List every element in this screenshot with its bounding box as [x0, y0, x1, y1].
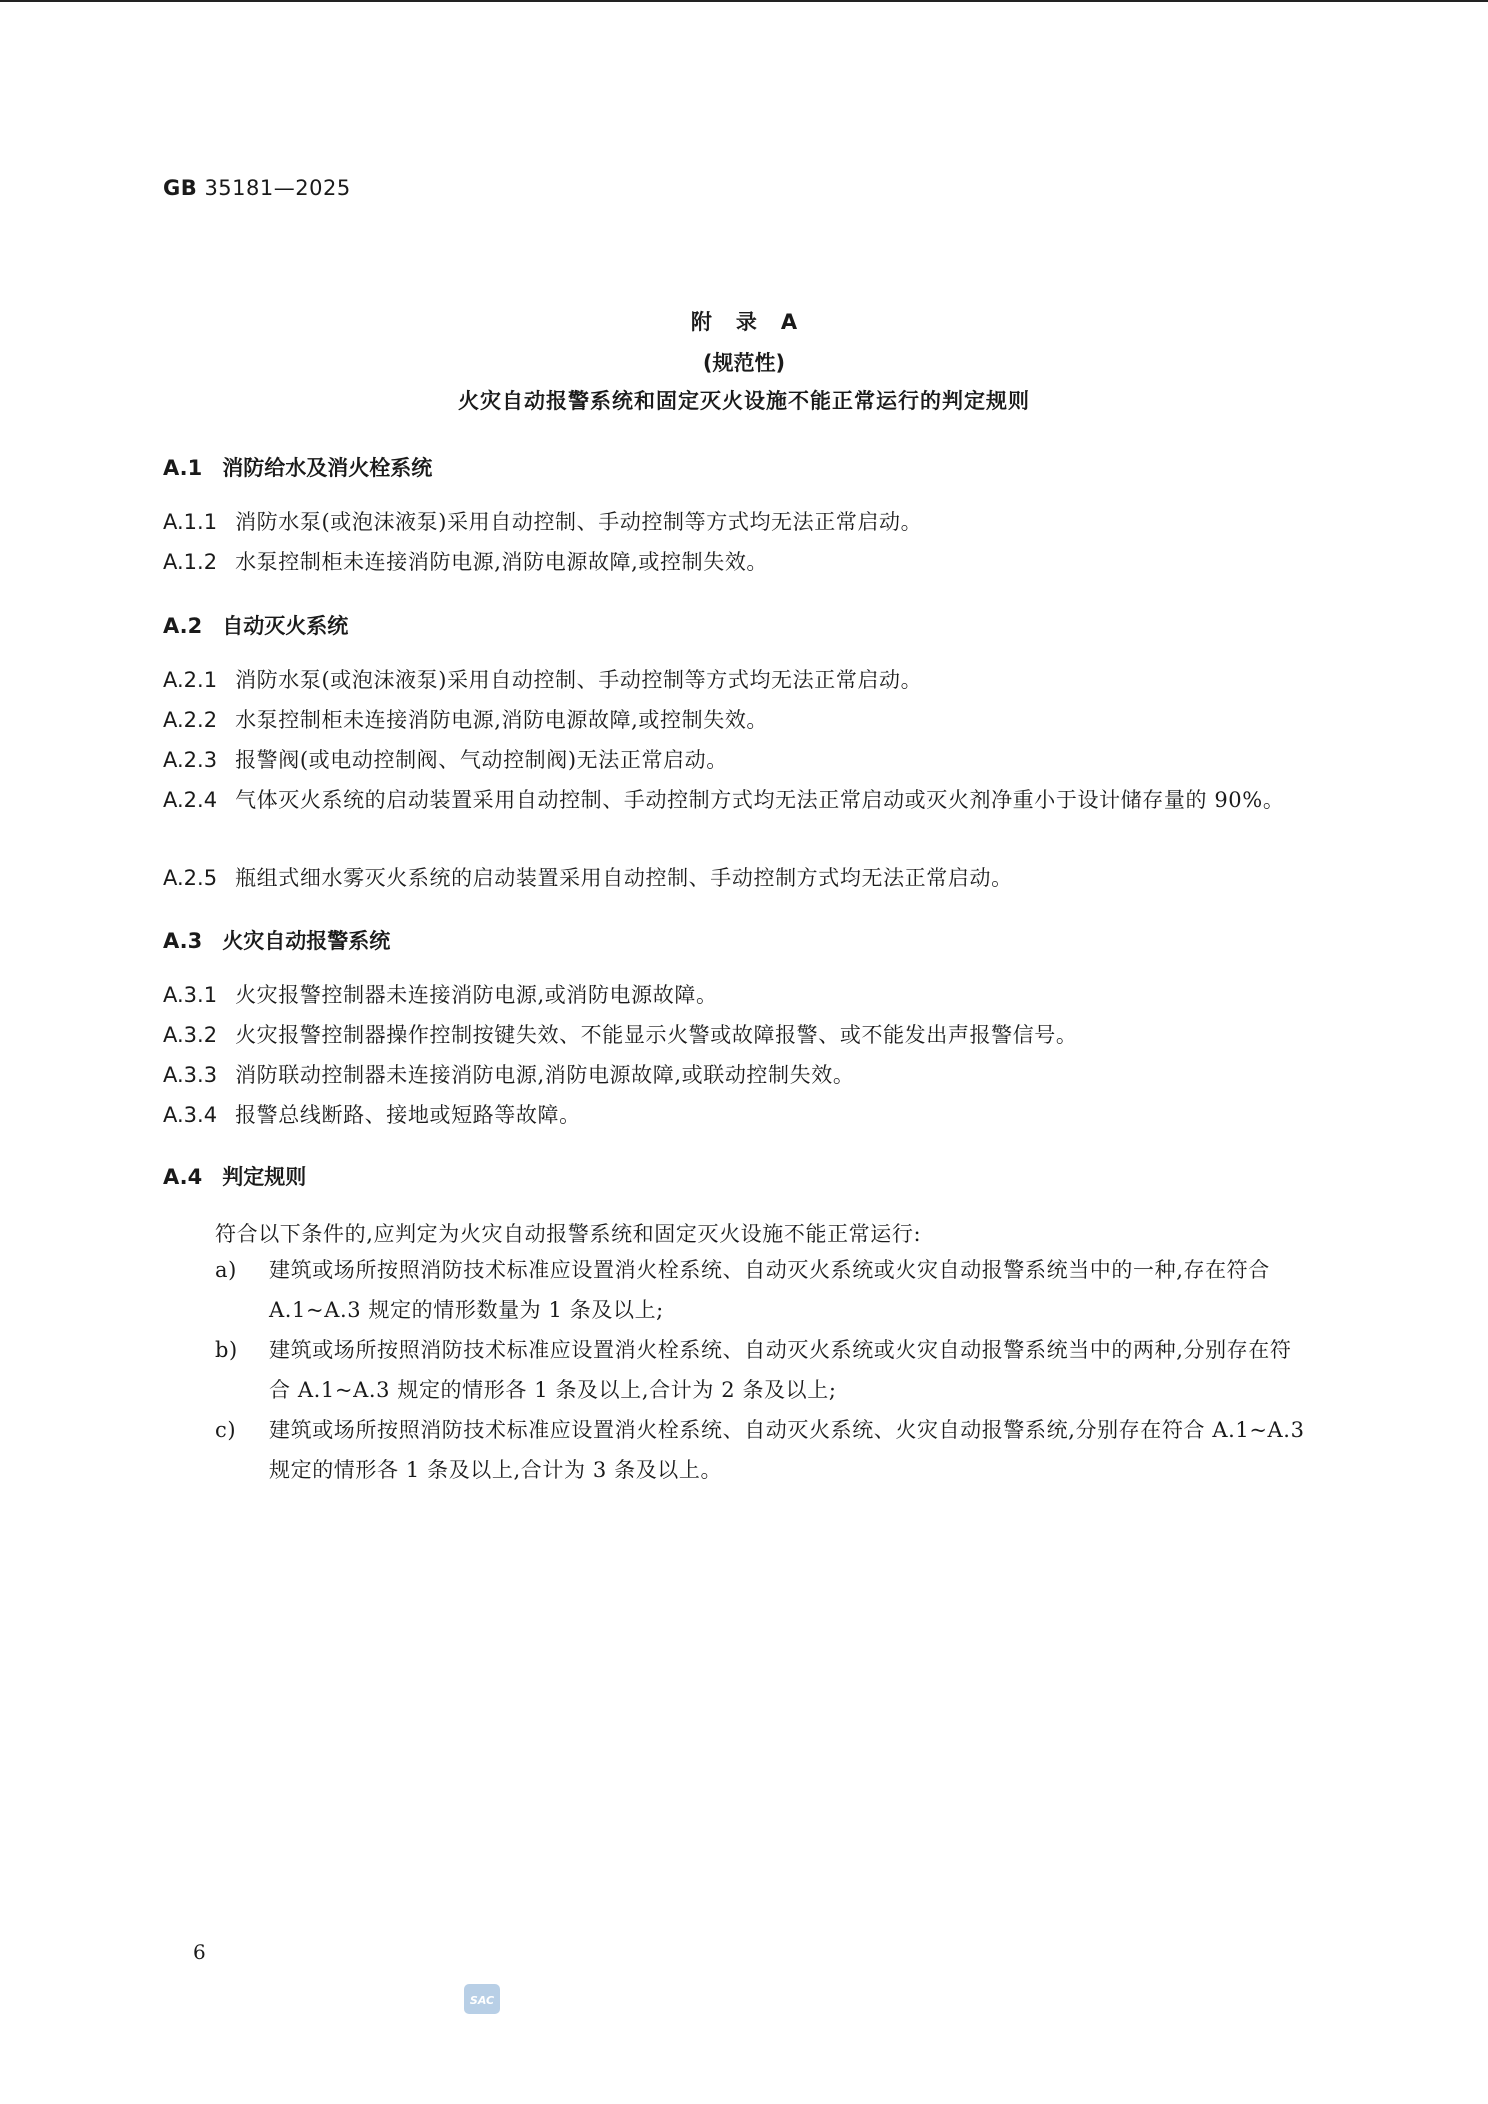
clause-a2-4	[163, 781, 1311, 820]
appendix-heading	[0, 306, 1488, 336]
sac-logo-text: SAC	[469, 1994, 495, 2007]
clause-text: 水泵控制柜未连接消防电源,消防电源故障,或控制失效。	[235, 708, 769, 732]
clause-text: 水泵控制柜未连接消防电源,消防电源故障,或控制失效。	[235, 550, 769, 574]
section-number: A.1	[163, 456, 203, 480]
clause-a2-3	[163, 741, 1311, 780]
clause-text: 消防联动控制器未连接消防电源,消防电源故障,或联动控制失效。	[235, 1063, 855, 1087]
clause-number: A.3.2	[163, 1023, 218, 1047]
clause-a2-1	[163, 661, 1311, 700]
appendix-word: 附	[690, 310, 712, 334]
clause-a3-3	[163, 1056, 1311, 1095]
clause-text: 报警阀(或电动控制阀、气动控制阀)无法正常启动。	[235, 748, 728, 772]
clause-number: A.3.1	[163, 983, 218, 1007]
appendix-title: 火灾自动报警系统和固定灭火设施不能正常运行的判定规则	[458, 389, 1030, 413]
list-item-c	[215, 1410, 1311, 1490]
section-title: 判定规则	[222, 1165, 307, 1189]
header-prefix: GB	[163, 176, 198, 200]
clause-number: A.2.1	[163, 668, 218, 692]
appendix-word2: 录	[735, 310, 757, 334]
clause-a3-4	[163, 1096, 1311, 1135]
section-title: 火灾自动报警系统	[222, 929, 391, 953]
clause-a3-2	[163, 1016, 1311, 1055]
clause-number: A.3.3	[163, 1063, 218, 1087]
section-title: 自动灭火系统	[222, 614, 349, 638]
sac-logo-icon	[462, 1982, 502, 2016]
appendix-letter: A	[780, 310, 798, 334]
clause-text: 火灾报警控制器未连接消防电源,或消防电源故障。	[235, 983, 718, 1007]
section-a1-heading	[163, 452, 432, 482]
list-label: b)	[215, 1338, 238, 1362]
list-item-b	[215, 1330, 1311, 1410]
section-title: 消防给水及消火栓系统	[222, 456, 433, 480]
clause-text: 气体灭火系统的启动装置采用自动控制、手动控制方式均无法正常启动或灭火剂净重小于设计储存量的 90%。	[235, 788, 1285, 812]
clause-text: 报警总线断路、接地或短路等故障。	[235, 1103, 581, 1127]
clause-number: A.2.4	[163, 788, 218, 812]
clause-number: A.3.4	[163, 1103, 218, 1127]
section-number: A.2	[163, 614, 203, 638]
appendix-nature: (规范性)	[702, 351, 786, 375]
section-number: A.4	[163, 1165, 203, 1189]
list-label: c)	[215, 1418, 237, 1442]
clause-number: A.2.2	[163, 708, 218, 732]
clause-number: A.1.2	[163, 550, 218, 574]
page-number: 6	[193, 1940, 206, 1964]
section-number: A.3	[163, 929, 203, 953]
header-code: 35181—2025	[204, 176, 351, 200]
list-item-a	[215, 1250, 1311, 1330]
clause-text: 瓶组式细水雾灭火系统的启动装置采用自动控制、手动控制方式均无法正常启动。	[235, 866, 1013, 890]
clause-number: A.2.5	[163, 866, 218, 890]
clause-a3-1	[163, 976, 1311, 1015]
clause-number: A.2.3	[163, 748, 218, 772]
section-a3-heading	[163, 925, 390, 955]
clause-a2-5	[163, 859, 1311, 898]
clause-text: 火灾报警控制器操作控制按键失效、不能显示火警或故障报警、或不能发出声报警信号。	[235, 1023, 1078, 1047]
list-text: 建筑或场所按照消防技术标准应设置消火栓系统、自动灭火系统、火灾自动报警系统,分别存在符合 A.1~A.3 规定的情形各 1 条及以上,合计为 3 条及以上。	[269, 1418, 1305, 1482]
clause-a1-1	[163, 503, 1311, 542]
clause-a2-2	[163, 701, 1311, 740]
clause-number: A.1.1	[163, 510, 218, 534]
top-border-line	[0, 0, 1488, 2]
clause-a1-2	[163, 543, 1311, 582]
list-text: 建筑或场所按照消防技术标准应设置消火栓系统、自动灭火系统或火灾自动报警系统当中的一种,存在符合 A.1~A.3 规定的情形数量为 1 条及以上;	[269, 1258, 1270, 1322]
clause-text: 消防水泵(或泡沫液泵)采用自动控制、手动控制等方式均无法正常启动。	[235, 510, 923, 534]
list-label: a)	[215, 1258, 237, 1282]
section-a2-heading	[163, 610, 348, 640]
section-a4-heading	[163, 1161, 306, 1191]
document-code-header	[163, 176, 351, 200]
judgement-intro: 符合以下条件的,应判定为火灾自动报警系统和固定灭火设施不能正常运行:	[215, 1222, 922, 1246]
list-text: 建筑或场所按照消防技术标准应设置消火栓系统、自动灭火系统或火灾自动报警系统当中的两种,分别存在符合 A.1~A.3 规定的情形各 1 条及以上,合计为 2 条及以上;	[269, 1338, 1292, 1402]
clause-text: 消防水泵(或泡沫液泵)采用自动控制、手动控制等方式均无法正常启动。	[235, 668, 923, 692]
